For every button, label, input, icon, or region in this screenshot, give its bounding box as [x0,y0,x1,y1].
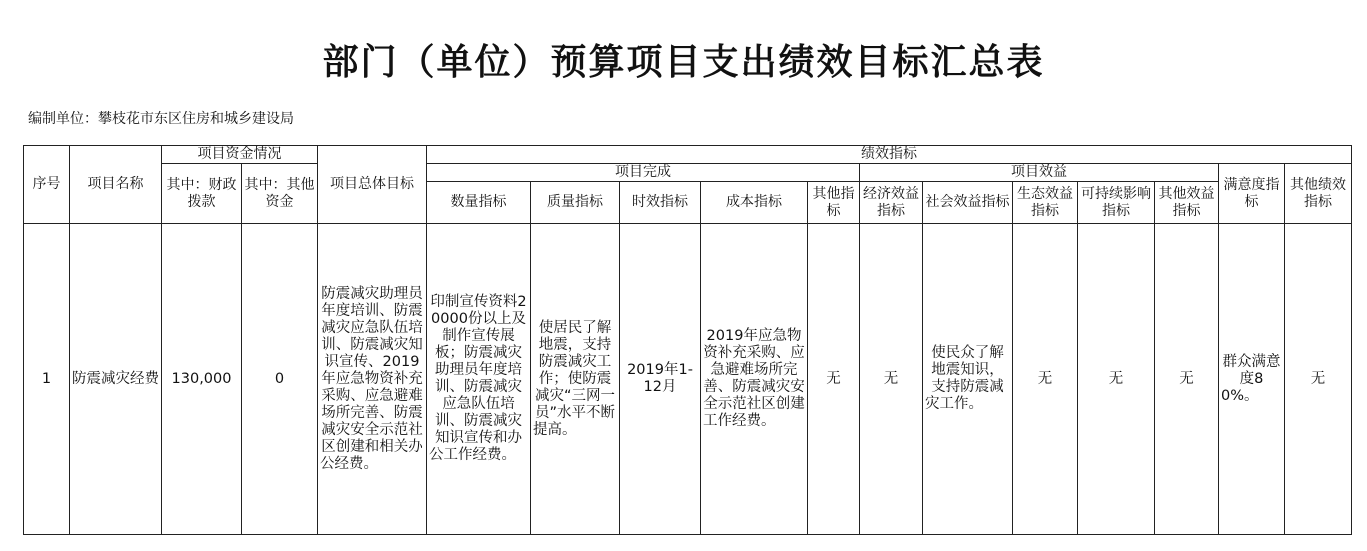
header-economic: 经济效益指标 [860,182,923,224]
budget-performance-table [23,145,1352,535]
header-timeliness: 时效指标 [620,182,701,224]
header-cost: 成本指标 [701,182,808,224]
header-fund-situation: 项目资金情况 [162,146,318,164]
header-quality: 质量指标 [531,182,620,224]
header-seq: 序号 [24,146,70,224]
header-overall-goal: 项目总体目标 [318,146,427,224]
cell-seq: 1 [24,224,70,535]
header-satisfaction: 满意度指标 [1219,164,1285,224]
cell-other-indicator: 无 [808,224,860,535]
cell-fiscal: 130,000 [162,224,242,535]
header-quantity: 数量指标 [427,182,531,224]
header-fiscal: 其中：财政拨款 [162,164,242,224]
cell-economic: 无 [860,224,923,535]
cell-quantity: 印制宣传资料20000份以上及制作宣传展板；防震减灾助理员年度培训、防震减灾应急队伍培训、防震减灾知识宣传和办公工作经费。 [427,224,531,535]
cell-other-benefit: 无 [1155,224,1219,535]
header-benefit: 项目效益 [860,164,1219,182]
cell-social: 使民众了解地震知识，支持防震减灾工作。 [923,224,1013,535]
cell-other-funds: 0 [242,224,318,535]
header-other-benefit: 其他效益指标 [1155,182,1219,224]
header-other-indicator: 其他指标 [808,182,860,224]
page-title: 部门（单位）预算项目支出绩效目标汇总表 [322,41,1045,83]
cell-ecological: 无 [1013,224,1078,535]
header-other-funds: 其中：其他资金 [242,164,318,224]
header-ecological: 生态效益指标 [1013,182,1078,224]
table-row [24,224,1352,535]
header-completion: 项目完成 [427,164,860,182]
header-project-name: 项目名称 [70,146,162,224]
cell-quality: 使居民了解地震，支持防震减灾工作；使防震减灾“三网一员”水平不断提高。 [531,224,620,535]
compiling-unit: 编制单位：攀枝花市东区住房和城乡建设局 [28,111,294,127]
cell-satisfaction: 群众满意度80%。 [1219,224,1285,535]
cell-other-performance: 无 [1285,224,1352,535]
cell-timeliness: 2019年1-12月 [620,224,701,535]
cell-project-name: 防震减灾经费 [70,224,162,535]
header-performance: 绩效指标 [427,146,1352,164]
header-social: 社会效益指标 [923,182,1013,224]
cell-overall-goal: 防震减灾助理员年度培训、防震减灾应急队伍培训、防震减灾知识宣传、2019年应急物资补充采购、应急避难场所完善、防震减灾安全示范社区创建和相关办公经费。 [318,224,427,535]
cell-sustainable: 无 [1078,224,1155,535]
header-sustainable: 可持续影响指标 [1078,182,1155,224]
header-other-performance: 其他绩效指标 [1285,164,1352,224]
cell-cost: 2019年应急物资补充采购、应急避难场所完善、防震减灾安全示范社区创建工作经费。 [701,224,808,535]
